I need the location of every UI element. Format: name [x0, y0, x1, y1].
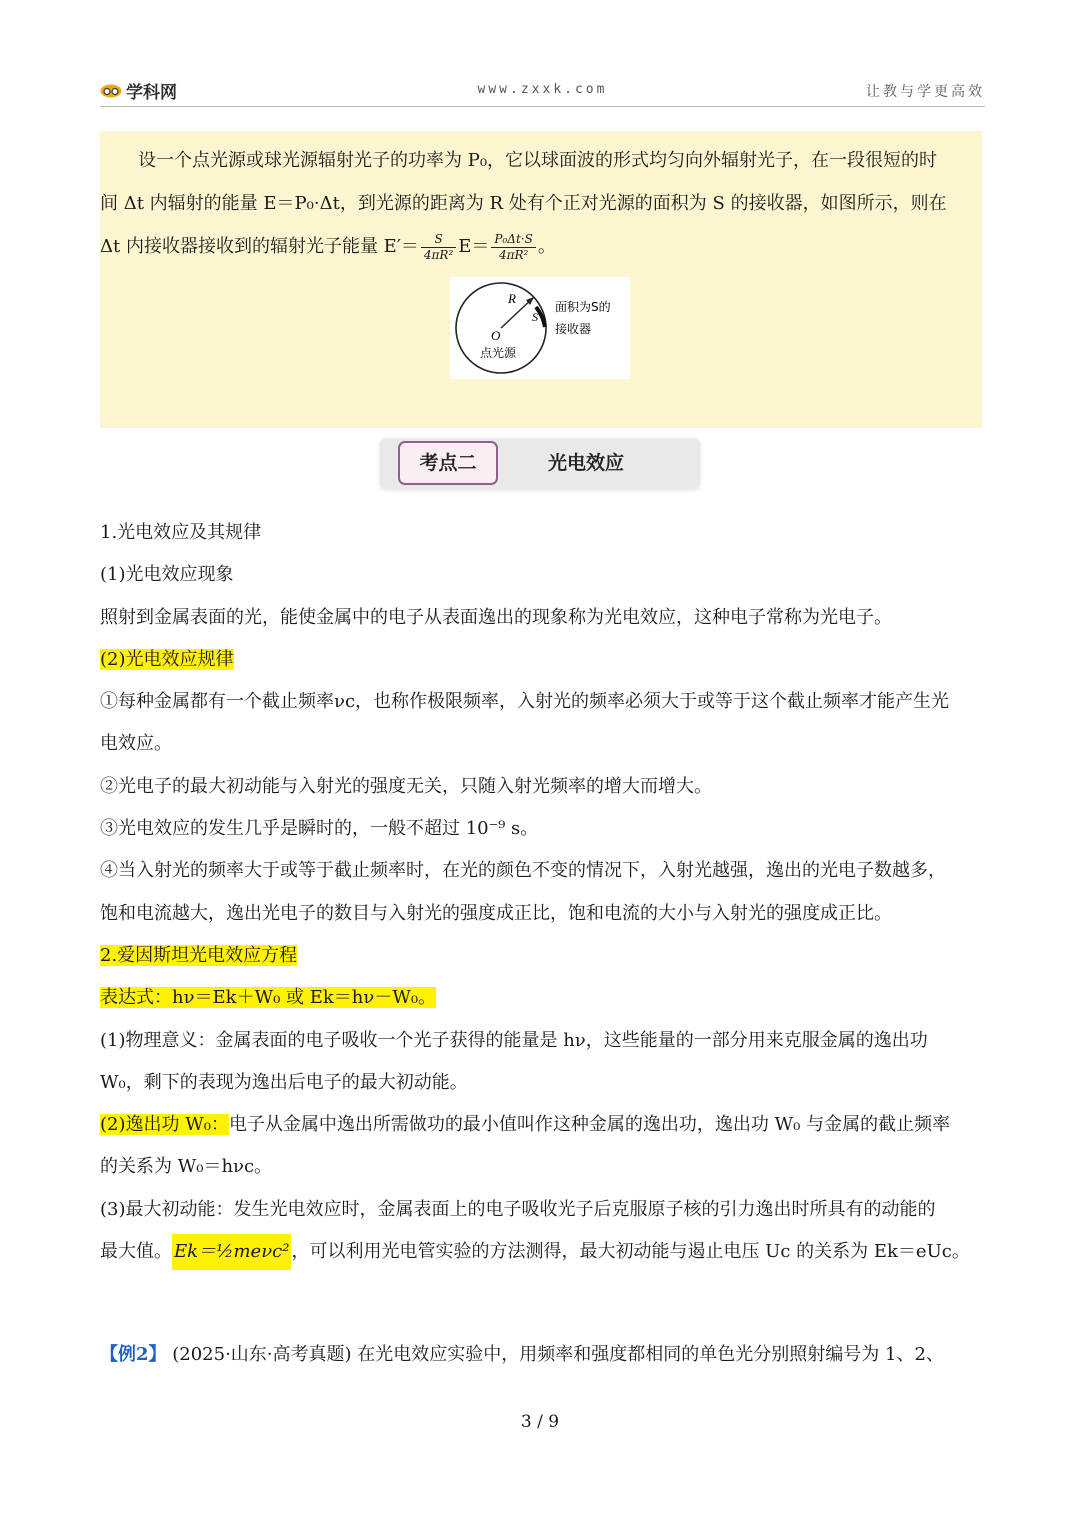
- label-s: S: [532, 310, 538, 324]
- max-kinetic-energy: (3)最大初动能：发生光电效应时，金属表面上的电子吸收光子后克服原子核的引力逸出时所具有的动能的: [100, 1198, 936, 1220]
- highlight-laws: (2)光电效应规律: [100, 648, 234, 670]
- example-tag: 【例2】: [100, 1344, 167, 1365]
- law-1: ①每种金属都有一个截止频率νc，也称作极限频率，入射光的频率必须大于或等于这个截止频率才能产生光: [100, 691, 950, 713]
- highlight-expression: 表达式：hν＝Ek＋W₀ 或 Ek＝hν－W₀。: [100, 987, 437, 1009]
- paragraph-definition: 照射到金属表面的光，能使金属中的电子从表面逸出的现象称为光电效应，这种电子常称为光电子。: [100, 606, 892, 628]
- fraction-denominator: 4πR²: [498, 247, 529, 262]
- max-kinetic-energy-cont: [100, 1231, 985, 1273]
- intro-line-3-end: 。: [537, 236, 556, 257]
- highlight-ke-formula: Ek＝½meνc²: [172, 1234, 291, 1270]
- label-r: R: [508, 291, 516, 306]
- law-1-cont: 电效应。: [100, 733, 172, 755]
- slogan: 让教与学更高效: [866, 84, 985, 100]
- section-tag: 考点二: [398, 441, 498, 485]
- work-function-text: 电子从金属中逸出所需做功的最小值叫作这种金属的逸出功，逸出功 W₀ 与金属的截止频率: [228, 1114, 951, 1136]
- intro-line-1: 设一个点光源或球光源辐射光子的功率为 P₀，它以球面波的形式均匀向外辐射光子，在一段很短的时: [138, 150, 938, 171]
- physical-meaning-cont: W₀，剩下的表现为逸出后电子的最大初动能。: [100, 1071, 468, 1093]
- law-2: ②光电子的最大初动能与入射光的强度无关，只随入射光频率的增大而增大。: [100, 775, 712, 797]
- physical-meaning: (1)物理意义：金属表面的电子吸收一个光子获得的能量是 hν，这些能量的一部分用来克服金属的逸出功: [100, 1029, 928, 1051]
- heading-1: 1.光电效应及其规律: [100, 522, 262, 543]
- law-4: ④当入射光的频率大于或等于截止频率时，在光的颜色不变的情况下，入射光越强，逸出的光电子数越多，: [100, 860, 946, 882]
- example-text: (2025·山东·高考真题) 在光电效应实验中，用频率和强度都相同的单色光分别照射编号为 1、2、: [166, 1344, 944, 1365]
- fraction-numerator: P₀Δt·S: [491, 232, 535, 248]
- page-header: [100, 72, 985, 107]
- heading-2: [100, 935, 985, 977]
- intro-box: [100, 131, 982, 428]
- expression: [100, 977, 985, 1019]
- fraction-denominator: 4πR²: [423, 247, 454, 262]
- max-ke-prefix: 最大值。: [100, 1241, 172, 1263]
- fraction-numerator: S: [421, 232, 456, 248]
- law-4-cont: 饱和电流越大，逸出光电子的数目与入射光的强度成正比，饱和电流的大小与入射光的强度成正比。: [100, 902, 892, 924]
- section-heading: [380, 438, 700, 488]
- logo-text: 学科网: [126, 83, 177, 102]
- section-title: 光电效应: [548, 452, 625, 474]
- fraction-energy: [491, 232, 535, 263]
- intro-line-3-mid: E＝: [458, 236, 490, 257]
- work-function: [100, 1104, 985, 1146]
- point-source-diagram: [450, 277, 630, 379]
- main-content: [100, 512, 985, 1273]
- source-label: 点光源: [480, 346, 517, 360]
- law-3: ③光电效应的发生几乎是瞬时的，一般不超过 10⁻⁹ s。: [100, 818, 539, 840]
- intro-line-3-prefix: Δt 内接收器接收到的辐射光子能量 E′＝: [100, 236, 419, 257]
- page-number: 3 / 9: [520, 1412, 560, 1432]
- intro-line-3: [100, 225, 982, 268]
- fraction-s-over-area: [421, 232, 456, 263]
- label-o: O: [491, 328, 501, 343]
- receiver-label-1: 面积为S的: [555, 300, 611, 314]
- max-ke-rest: ，可以利用光电管实验的方法测得，最大初动能与遏止电压 Uc 的关系为 Ek＝eUc。: [291, 1241, 970, 1263]
- highlight-einstein: 2.爱因斯坦光电效应方程: [100, 944, 298, 966]
- work-function-cont: 的关系为 W₀＝hνc。: [100, 1156, 273, 1178]
- diagram-svg: [450, 277, 630, 379]
- site-url[interactable]: www.zxxk.com: [477, 82, 608, 97]
- highlight-work-function: (2)逸出功 W₀：: [100, 1114, 229, 1136]
- intro-line-2: 间 Δt 内辐射的能量 E＝P₀·Δt，到光源的距离为 R 处有个正对光源的面积为 S 的接收器，如图所示，则在: [100, 193, 947, 214]
- receiver-label-2: 接收器: [555, 322, 592, 336]
- subheading-laws: [100, 639, 985, 681]
- example-2: [100, 1340, 985, 1366]
- subheading-phenomenon: (1)光电效应现象: [100, 564, 234, 586]
